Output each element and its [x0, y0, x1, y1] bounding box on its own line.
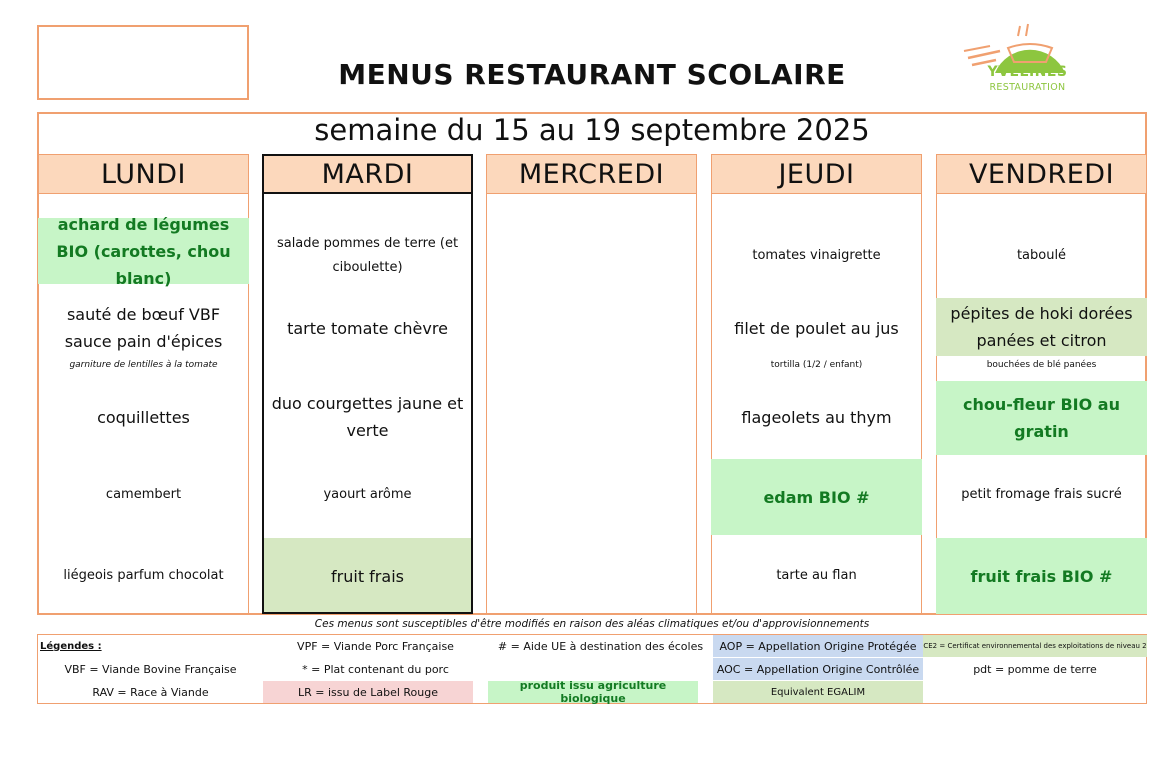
legend-egalim: Equivalent EGALIM: [713, 681, 923, 703]
menu-item-main: filet de poulet au jus: [734, 318, 899, 338]
legend-porc: * = Plat contenant du porc: [302, 662, 449, 676]
week-title: semaine du 15 au 19 septembre 2025: [314, 113, 870, 147]
legend-rav: RAV = Race à Viande: [92, 685, 209, 699]
legend-aoc: AOC = Appellation Origine Contrôlée: [713, 658, 923, 680]
menu-item-side: chou-fleur BIO au gratin: [936, 381, 1147, 455]
legend-ce2: CE2 = Certificat environnemental des exploitations de niveau 2: [923, 635, 1147, 657]
menu-item-dessert: liégeois parfum chocolat: [63, 568, 224, 583]
menu-item-cheese: yaourt arôme: [323, 487, 412, 502]
logo: [960, 18, 1075, 100]
day-column-vendredi: [936, 154, 1147, 614]
menu-item-main-note: bouchées de blé panées: [986, 360, 1097, 370]
menu-item-side: flageolets au thym: [741, 407, 892, 427]
menu-item-dessert: fruit frais BIO #: [936, 538, 1147, 614]
legend-aop: AOP = Appellation Origine Protégée: [713, 635, 923, 657]
menu-item-cheese: edam BIO #: [711, 459, 922, 535]
page-title: MENUS RESTAURANT SCOLAIRE: [338, 58, 846, 91]
day-header-lundi: LUNDI: [38, 154, 249, 194]
legend-vbf: VBF = Viande Bovine Française: [64, 662, 237, 676]
day-header-vendredi: VENDREDI: [936, 154, 1147, 194]
menu-item-main-note: tortilla (1/2 / enfant): [770, 360, 863, 370]
menu-item-main: tarte tomate chèvre: [287, 318, 448, 338]
menu-item-main-note: garniture de lentilles à la tomate: [69, 360, 218, 370]
logo-text-yvelines: YVELINES: [987, 64, 1068, 80]
legend-pdt: pdt = pomme de terre: [973, 662, 1097, 676]
day-column-lundi: [38, 154, 249, 614]
legend-bio: produit issu agriculture biologique: [488, 681, 698, 703]
menu-item-side: duo courgettes jaune et verte: [271, 394, 464, 440]
blank-header-box: [37, 25, 249, 100]
menu-item-starter: achard de légumes BIO (carottes, chou blanc): [38, 218, 249, 284]
legend-aide-ue: # = Aide UE à destination des écoles: [497, 639, 704, 653]
day-header-mercredi: MERCREDI: [486, 154, 697, 194]
day-column-mardi: [262, 154, 473, 614]
day-column-mercredi: [486, 154, 697, 614]
menu-item-main: pépites de hoki dorées panées et citron: [936, 298, 1147, 356]
menu-item-dessert: fruit frais: [262, 538, 473, 614]
day-column-jeudi: [711, 154, 922, 614]
menu-item-side: coquillettes: [97, 407, 190, 427]
disclaimer: Ces menus sont susceptibles d'être modifiés en raison des aléas climatiques et/ou d'approvisionnements: [314, 618, 870, 630]
menu-item-main: sauté de bœuf VBF sauce pain d'épices: [64, 305, 223, 351]
day-header-jeudi: JEUDI: [711, 154, 922, 194]
legend-box: [37, 634, 1147, 704]
menu-item-dessert: tarte au flan: [776, 568, 857, 583]
day-header-mardi: MARDI: [262, 154, 473, 194]
logo-text-restauration: RESTAURATION: [989, 82, 1066, 93]
legend-vpf: VPF = Viande Porc Française: [297, 639, 454, 653]
menu-item-starter: tomates vinaigrette: [752, 248, 881, 263]
legend-label-rouge: LR = issu de Label Rouge: [263, 681, 473, 703]
menu-item-cheese: petit fromage frais sucré: [961, 487, 1122, 502]
menu-item-starter: taboulé: [1016, 248, 1067, 263]
menu-item-starter: salade pommes de terre (et ciboulette): [276, 236, 459, 275]
menu-item-cheese: camembert: [105, 487, 182, 502]
legend-title: Légendes :: [40, 640, 102, 652]
